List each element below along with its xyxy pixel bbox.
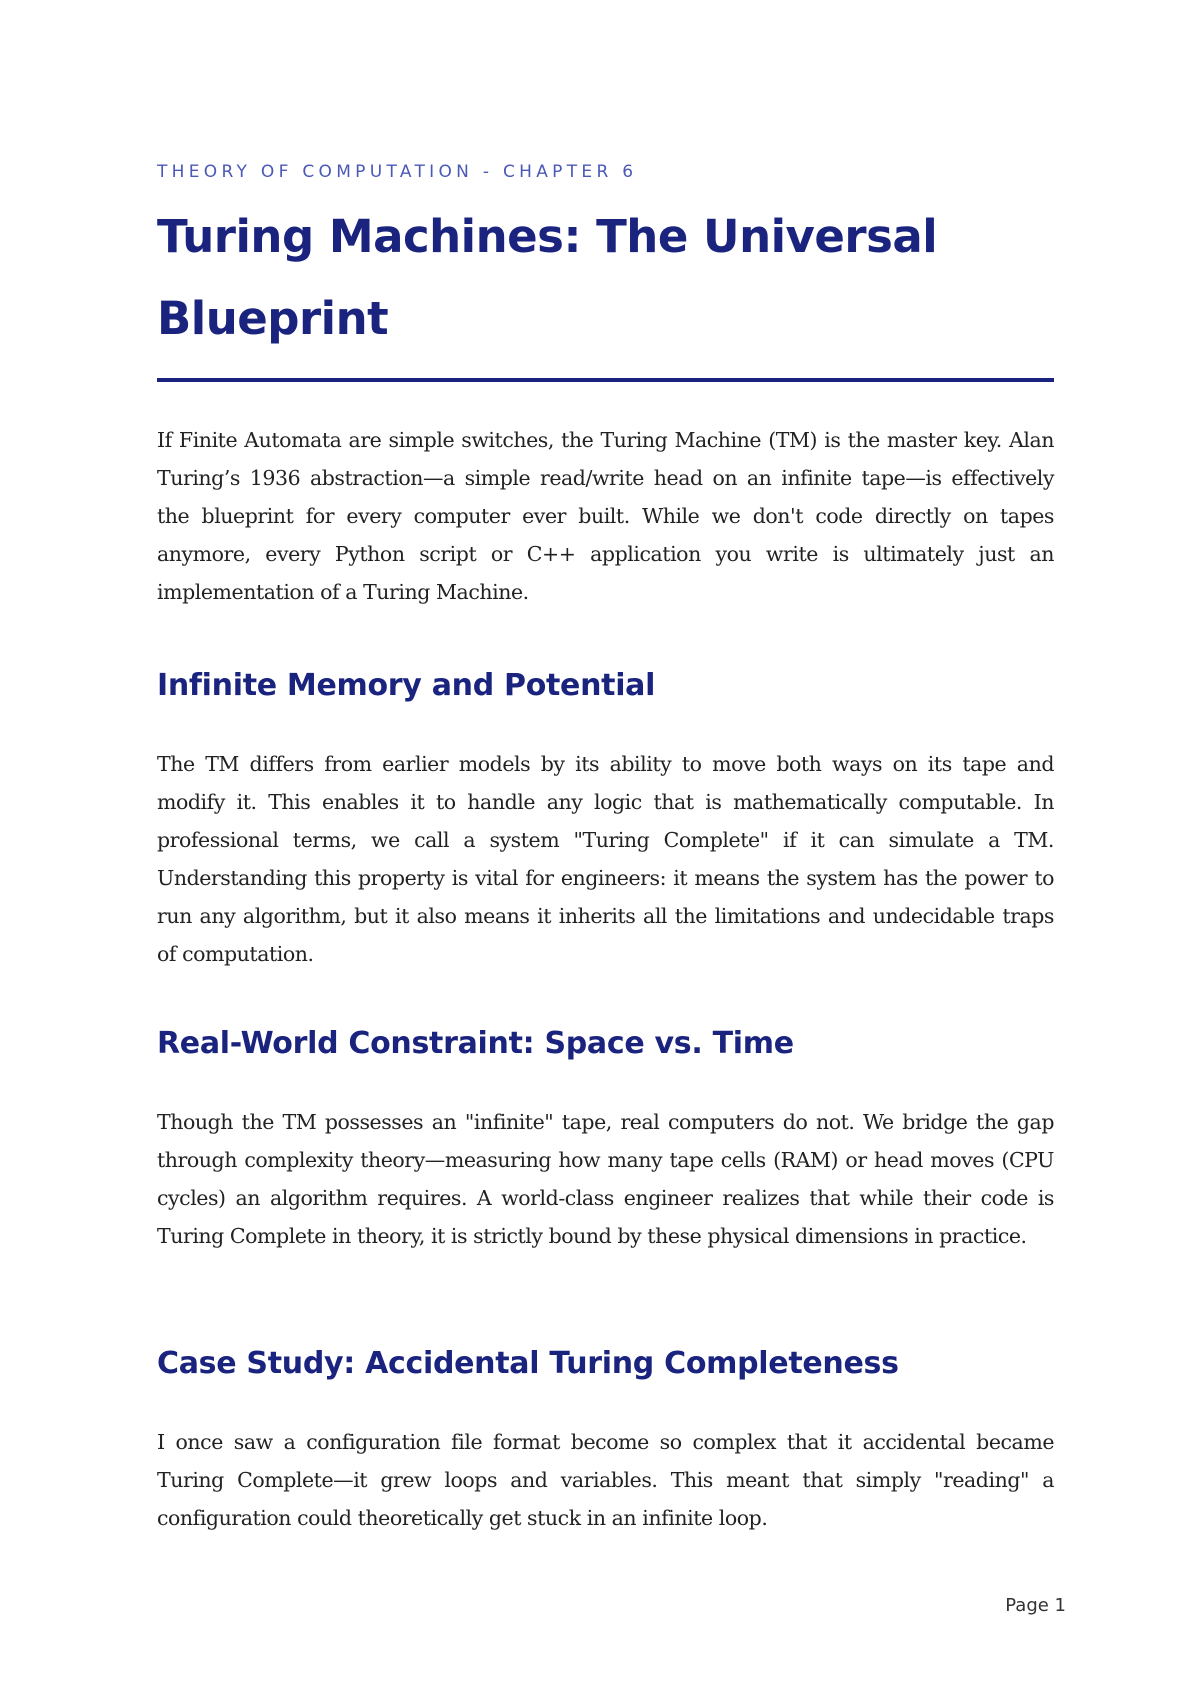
section-heading-case-study: Case Study: Accidental Turing Completeness [157,1346,899,1381]
section-body-space-vs-time: Though the TM possesses an "infinite" tape, real computers do not. We bridge the gap through complexity theory—measuring how many tape cells (RAM) or head moves (CPU cycles) an algorithm requires. A world-class engineer realizes that while their code is Turing Complete in theory, it is strictly bound by these physical dimensions in practice. [157,1110,1054,1248]
section-heading-infinite-memory: Infinite Memory and Potential [157,668,656,703]
page-title: Turing Machines: The Universal Blueprint [157,210,938,345]
chapter-kicker: THEORY OF COMPUTATION - CHAPTER 6 [157,162,638,182]
page-number: Page 1 [1005,1595,1066,1616]
intro-paragraph: If Finite Automata are simple switches, the Turing Machine (TM) is the master key. Alan Turing’s 1936 abstraction—a simple read/write head on an infinite tape—is effectively the blueprint for every computer ever built. While we don't code directly on tapes anymore, every Python script or C++ application you write is ultimately just an implementation of a Turing Machine. [157,428,1054,604]
section-body-infinite-memory: The TM differs from earlier models by its ability to move both ways on its tape and modify it. This enables it to handle any logic that is mathematically computable. In professional terms, we call a system "Turing Complete" if it can simulate a TM. Understanding this property is vital for engineers: it means the system has the power to run any algorithm, but it also means it inherits all the limitations and undecidable traps of computation. [157,752,1054,966]
section-body-case-study: I once saw a configuration file format become so complex that it accidental became Turing Complete—it grew loops and variables. This meant that simply "reading" a configuration could theoretically get stuck in an infinite loop. [157,1430,1054,1530]
title-divider [157,378,1054,382]
section-heading-space-vs-time: Real-World Constraint: Space vs. Time [157,1026,794,1061]
